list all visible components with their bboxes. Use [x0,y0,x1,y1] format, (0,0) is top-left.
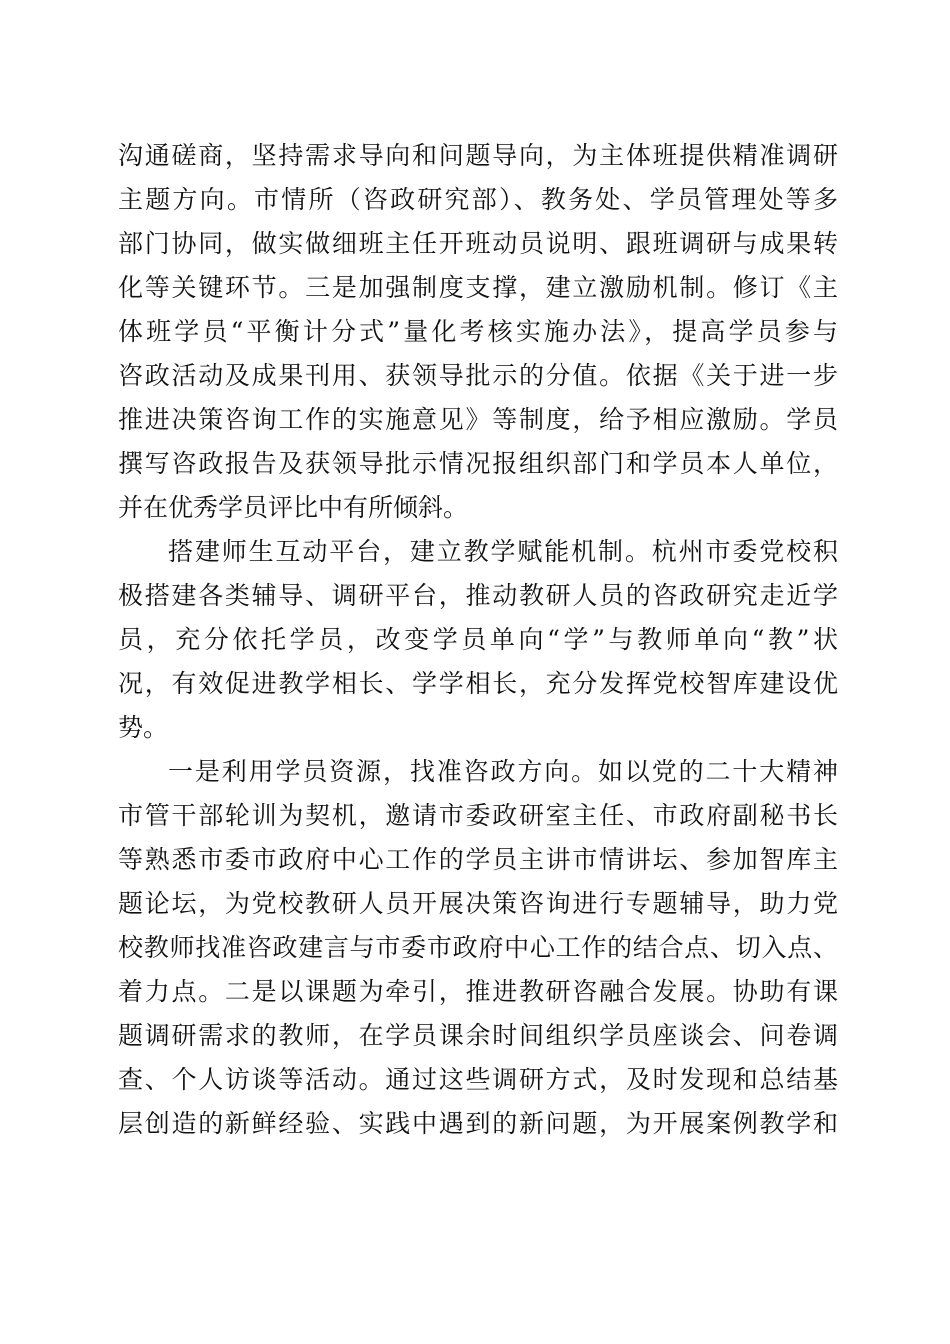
text-line: 层创造的新鲜经验、实践中遇到的新问题，为开展案例教学和 [118,1109,838,1138]
text-line: 推进决策咨询工作的实施意见》等制度，给予相应激励。学员 [118,405,838,434]
paragraph-first-line: 一是利用学员资源，找准咨政方向。如以党的二十大精神 [168,757,838,786]
paragraph-first-line: 搭建师生互动平台，建立教学赋能机制。杭州市委党校积 [168,537,838,566]
text-line: 化等关键环节。三是加强制度支撑，建立激励机制。修订《主 [118,273,838,302]
text-line: 极搭建各类辅导、调研平台，推动教研人员的咨政研究走近学 [118,581,838,610]
text-line: 查、个人访谈等活动。通过这些调研方式，及时发现和总结基 [118,1065,838,1094]
text-line: 题调研需求的教师，在学员课余时间组织学员座谈会、问卷调 [118,1021,838,1050]
text-line: 题论坛，为党校教研人员开展决策咨询进行专题辅导，助力党 [118,889,838,918]
text-line: 市管干部轮训为契机，邀请市委政研室主任、市政府副秘书长 [118,801,838,830]
text-line: 体班学员“平衡计分式”量化考核实施办法》，提高学员参与 [118,317,838,346]
text-line: 部门协同，做实做细班主任开班动员说明、跟班调研与成果转 [118,229,838,258]
text-line: 等熟悉市委市政府中心工作的学员主讲市情讲坛、参加智库主 [118,845,838,874]
text-line: 势。 [118,713,169,742]
text-line: 员，充分依托学员，改变学员单向“学”与教师单向“教”状 [118,625,838,654]
text-line: 撰写咨政报告及获领导批示情况报组织部门和学员本人单位， [118,449,838,478]
text-line: 着力点。二是以课题为牵引，推进教研咨融合发展。协助有课 [118,977,838,1006]
text-line: 校教师找准咨政建言与市委市政府中心工作的结合点、切入点、 [118,933,838,962]
text-line: 主题方向。市情所（咨政研究部）、教务处、学员管理处等多 [118,185,838,214]
text-line: 沟通磋商，坚持需求导向和问题导向，为主体班提供精准调研 [118,141,838,170]
text-line: 况，有效促进教学相长、学学相长，充分发挥党校智库建设优 [118,669,838,698]
text-line: 并在优秀学员评比中有所倾斜。 [118,493,469,522]
text-line: 咨政活动及成果刊用、获领导批示的分值。依据《关于进一步 [118,361,838,390]
